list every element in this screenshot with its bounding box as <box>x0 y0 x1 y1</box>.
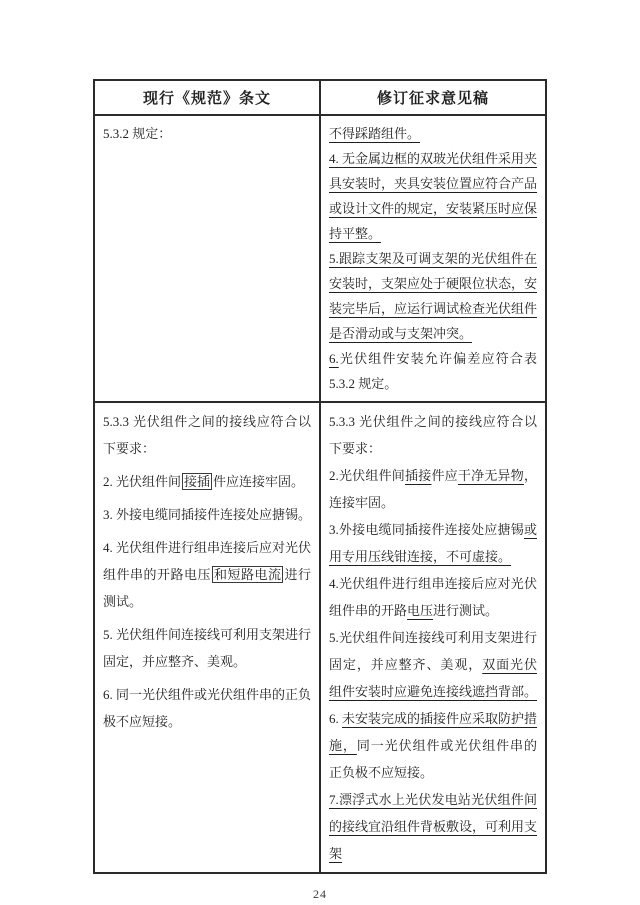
text-segment: 6. 同一光伏组件或光伏组件串的正负极不应短接。 <box>103 687 312 729</box>
inserted-text: 双面光伏组件安装时应避免连接线遮挡背部。 <box>329 657 538 699</box>
paragraph <box>329 705 537 786</box>
inserted-text: 电压 <box>407 603 434 618</box>
paragraph <box>103 408 311 462</box>
text-segment: ，连接牢固。 <box>329 468 537 510</box>
text-segment: 件应连接牢固。 <box>213 474 305 489</box>
inserted-text: 5.跟踪支架及可调支架的光伏组件在安装时，支架应处于硬限位状态，安装完毕后，应运行调试检查光伏组件是否滑动或与支架冲突。 <box>329 251 538 341</box>
paragraph <box>329 121 537 146</box>
inserted-text: 不得踩踏组件。 <box>329 126 421 141</box>
inserted-text: 6. <box>329 351 339 366</box>
header-current-spec: 现行《规范》条文 <box>142 91 271 107</box>
deleted-text: 接插 <box>184 474 211 489</box>
paragraph <box>329 408 537 462</box>
paragraph <box>329 570 537 624</box>
text-segment: 6. <box>329 711 342 726</box>
inserted-text: 4. 无金属边框的双玻光伏组件采用夹具安装时，夹具安装位置应符合产品或设计文件的规定，安装紧压时应保持平整。 <box>329 151 538 241</box>
paragraph <box>103 534 311 615</box>
text-segment: 4.光伏组件进行组串连接后应对光伏组件串的开路 <box>329 576 537 618</box>
paragraph <box>103 681 311 735</box>
paragraph <box>103 621 311 675</box>
text-segment: 同一光伏组件或光伏组件串的正负极不应短接。 <box>329 738 537 780</box>
header-revision-draft: 修订征求意见稿 <box>319 81 545 114</box>
paragraph <box>103 468 311 495</box>
text-segment: 5.3.3 光伏组件之间的接线应符合以下要求： <box>103 414 311 456</box>
text-segment: 3. 外接电缆同插接件连接处应搪锡。 <box>103 507 312 522</box>
text-segment: 5.3.3 光伏组件之间的接线应符合以下要求： <box>329 414 537 456</box>
inserted-text: 插接 <box>405 468 432 483</box>
text-segment: 3.外接电缆同插接件连接处应搪锡 <box>329 522 524 537</box>
text-segment: 光伏组件安装允许偏差应符合表5.3.2 规定。 <box>329 351 537 391</box>
inserted-text: 未安装完成的插接件应采取防护措施， <box>329 711 538 753</box>
paragraph <box>329 462 537 516</box>
inserted-text: 7.漂浮式水上光伏发电站光伏组件间的接线宜沿组件背板敷设，可利用支架 <box>329 792 538 861</box>
paragraph <box>329 516 537 570</box>
deleted-text: 和短路电流 <box>213 567 282 582</box>
text-segment: 进行测试。 <box>103 567 311 609</box>
cell-row1-revision <box>319 114 545 401</box>
paragraph <box>329 346 537 396</box>
paragraph <box>329 246 537 346</box>
cell-row2-revision <box>319 401 545 872</box>
paragraph <box>329 786 537 867</box>
paragraph <box>329 146 537 246</box>
text-segment: 4. 光伏组件进行组串连接后应对光伏组件串的开路电压 <box>103 540 312 582</box>
text-segment: 进行测试。 <box>433 603 499 618</box>
comparison-table <box>93 79 547 874</box>
document-content <box>93 79 547 902</box>
inserted-text: 干净无异物 <box>457 468 524 483</box>
cell-row1-current <box>95 114 319 401</box>
text-segment: 2. 光伏组件间 <box>103 474 182 489</box>
paragraph <box>329 624 537 705</box>
text-segment: 5. 光伏组件间连接线可利用支架进行固定，并应整齐、美观。 <box>103 627 312 669</box>
inserted-text: 或用专用压线钳连接，不可虚接。 <box>329 522 537 564</box>
paragraph <box>103 121 311 146</box>
paragraph <box>103 501 311 528</box>
page-number: 24 <box>313 887 327 901</box>
text-segment: 2.光伏组件间 <box>329 468 406 483</box>
text-segment: 5.光伏组件间连接线可利用支架进行固定，并应整齐、美观， <box>329 630 537 672</box>
text-segment: 件应 <box>431 468 458 483</box>
text-segment: 5.3.2 规定： <box>103 126 172 141</box>
cell-row2-current <box>95 401 319 872</box>
